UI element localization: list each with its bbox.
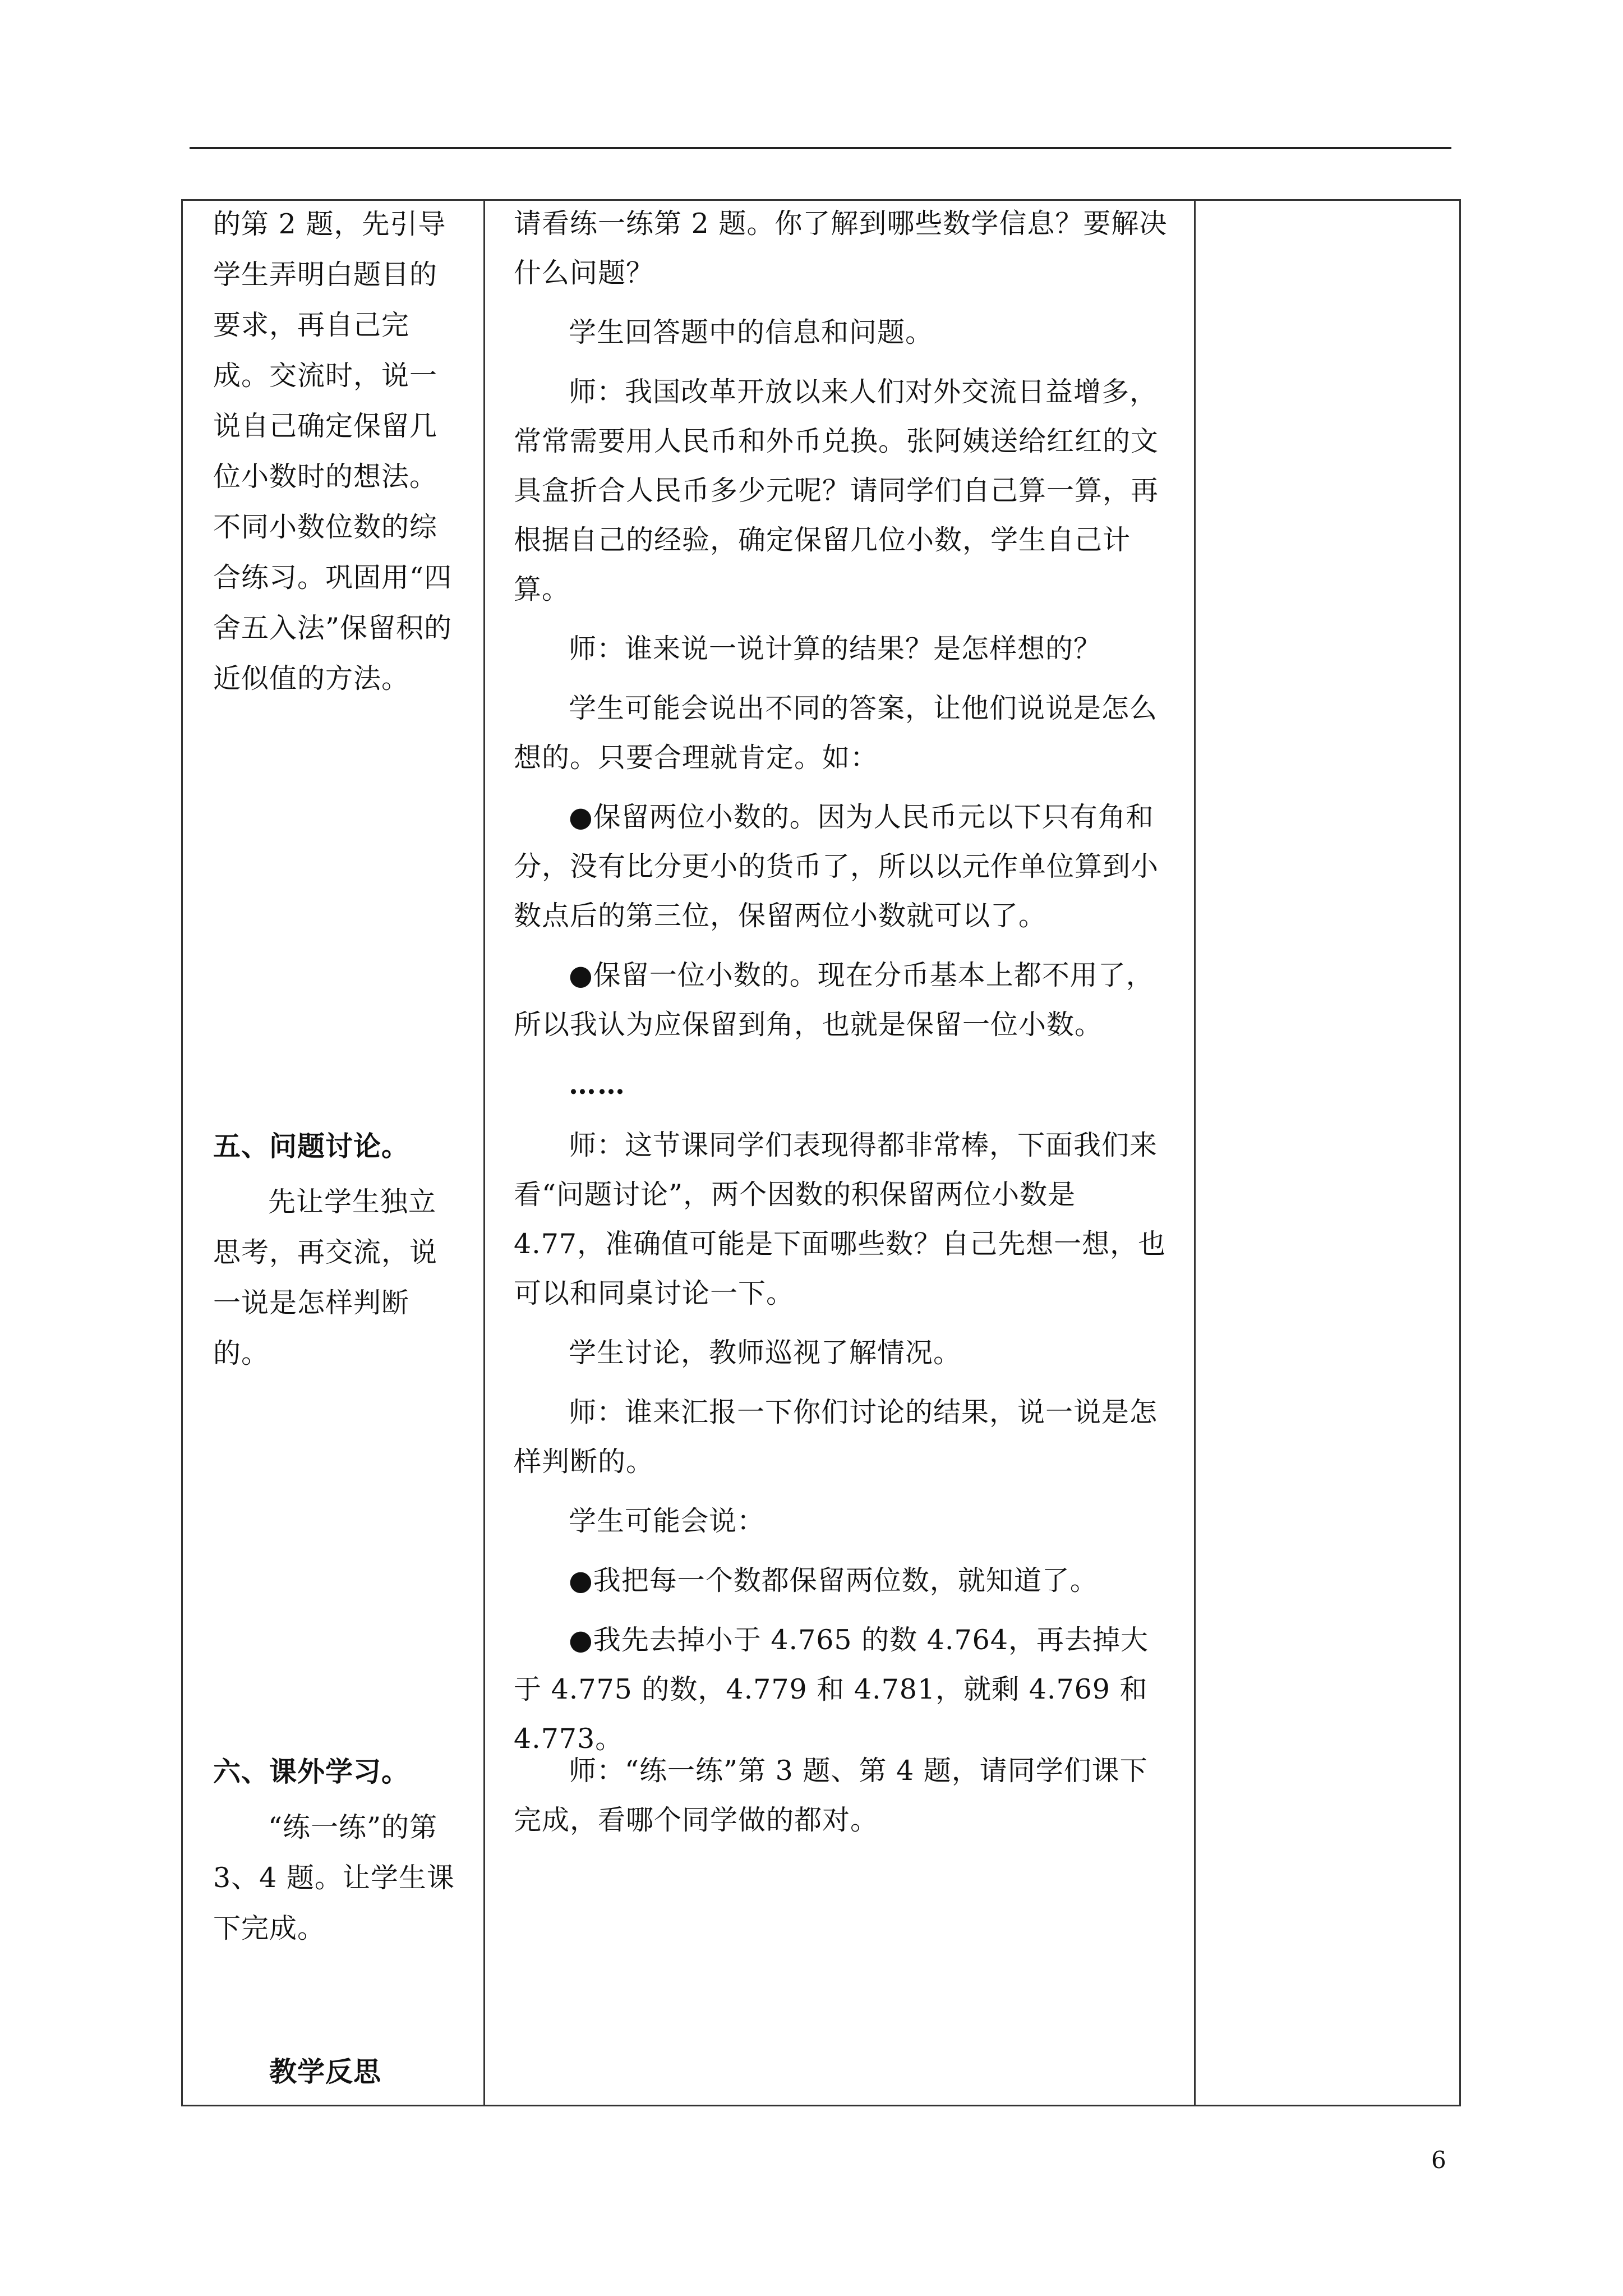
para-student-answer: 学生回答题中的信息和问题。 [569, 316, 934, 348]
para-practice-question: 请看练一练第 2 题。你了解到哪些数学信息？要解决什么问题？ [514, 208, 1168, 289]
section-6-text: “练一练”的第 3、4 题。让学生课下完成。 [213, 1811, 455, 1944]
left-note-practice-2: 的第 2 题，先引导学生弄明白题目的要求，再自己完成。交流时，说一说自己确定保留几位小数时的想法。不同小数位数的综合练习。巩固用“四舍五入法”保留积的近似值的方法。 [213, 208, 453, 694]
para-ellipsis: …… [569, 1068, 626, 1101]
middle-homework-block [514, 1746, 1170, 1845]
para-round-each: ●我把每一个数都保留两位数，就知道了。 [569, 1565, 1098, 1596]
left-column-notes [213, 199, 460, 704]
reflection-block [213, 2046, 460, 2097]
section-5-text: 先让学生独立思考，再交流，说一说是怎样判断的。 [213, 1186, 438, 1369]
section-6-notes [213, 1746, 460, 1954]
column-divider-right [1194, 199, 1196, 2106]
para-students-discuss: 学生讨论，教师巡视了解情况。 [569, 1337, 962, 1369]
para-student-answers: 学生可能会说出不同的答案，让他们说说是怎么想的。只要合理就肯定。如： [514, 692, 1158, 774]
para-teacher-exchange: 师：我国改革开放以来人们对外交流日益增多，常常需要用人民币和外币兑换。张阿姨送给红红的文具盒折合人民币多少元呢？请同学们自己算一算，再根据自己的经验，确定保留几位小数，学生自己计算。 [514, 376, 1159, 605]
para-two-decimals: ●保留两位小数的。因为人民币元以下只有角和分，没有比分更小的货币了，所以以元作单位算到小数点后的第三位，保留两位小数就可以了。 [514, 801, 1159, 932]
para-report-results: 师：谁来汇报一下你们讨论的结果，说一说是怎样判断的。 [514, 1396, 1158, 1478]
header-rule [190, 147, 1451, 149]
reflection-title: 教学反思 [269, 2055, 382, 2088]
para-problem-discussion: 师：这节课同学们表现得都非常棒，下面我们来看“问题讨论”，两个因数的积保留两位小数是 4.77，准确值可能是下面哪些数？自己先想一想，也可以和同桌讨论一下。 [514, 1129, 1166, 1309]
section-5-title: 五、问题讨论。 [213, 1130, 410, 1162]
para-students-may-say: 学生可能会说： [569, 1505, 766, 1537]
para-one-decimal: ●保留一位小数的。现在分币基本上都不用了，所以我认为应保留到角，也就是保留一位小数。 [514, 959, 1154, 1041]
para-eliminate: ●我先去掉小于 4.765 的数 4.764，再去掉大于 4.775 的数，4.779 和 4.781，就剩 4.769 和 4.773。 [514, 1624, 1149, 1755]
section-6-title: 六、课外学习。 [213, 1755, 410, 1788]
column-divider-left [483, 199, 485, 2106]
section-5-notes [213, 1121, 460, 1379]
middle-discussion-block [514, 1121, 1170, 1764]
page-number: 6 [1431, 2146, 1446, 2174]
middle-column-process [514, 199, 1170, 1109]
para-homework: 师：“练一练”第 3 题、第 4 题，请同学们课下完成，看哪个同学做的都对。 [514, 1755, 1148, 1836]
para-teacher-ask: 师：谁来说一说计算的结果？是怎样想的？ [569, 633, 1102, 665]
